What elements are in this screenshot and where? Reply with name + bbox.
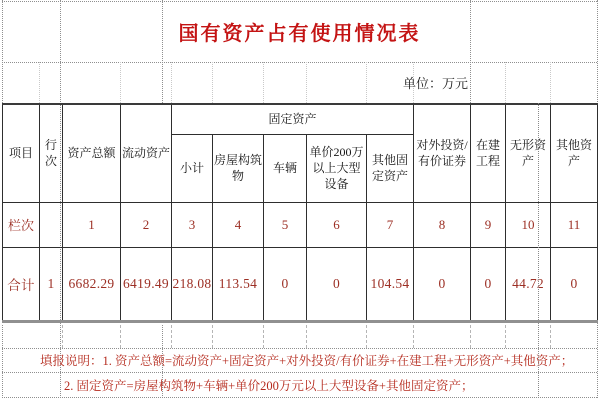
header-row-no: 行次 xyxy=(40,104,63,202)
header-intangible-assets: 无形资产 xyxy=(506,104,551,202)
gridline xyxy=(505,325,506,348)
gridline xyxy=(470,325,471,348)
total-cell-construction: 0 xyxy=(471,247,506,321)
gridline xyxy=(306,325,307,348)
total-cell-total-assets: 6682.29 xyxy=(63,247,121,321)
header-other-assets: 其他资产 xyxy=(551,104,598,202)
total-cell-large-equipment: 0 xyxy=(307,247,367,321)
total-cell-external-investment: 0 xyxy=(414,247,471,321)
column-index-cell: 1 xyxy=(63,202,121,247)
column-index-cell: 6 xyxy=(307,202,367,247)
gridline xyxy=(62,325,63,348)
column-index-cell: 8 xyxy=(414,202,471,247)
column-index-cell: 10 xyxy=(506,202,551,247)
column-index-cell: 3 xyxy=(172,202,213,247)
header-fixed-assets-group: 固定资产 xyxy=(172,104,414,134)
header-total-assets: 资产总额 xyxy=(63,104,121,202)
gridline xyxy=(366,325,367,348)
column-index-cell: 11 xyxy=(551,202,598,247)
column-index-cell: 9 xyxy=(471,202,506,247)
total-cell-subtotal: 218.08 xyxy=(172,247,213,321)
asset-table xyxy=(2,103,598,323)
gridline xyxy=(505,62,506,103)
unit-label: 单位：万元 xyxy=(402,76,468,91)
total-cell-other-fixed: 104.54 xyxy=(367,247,414,321)
total-cell-buildings: 113.54 xyxy=(213,247,264,321)
header-construction-in-progress: 在建工程 xyxy=(471,104,506,202)
column-index-cell: 7 xyxy=(367,202,414,247)
column-index-row xyxy=(3,202,598,247)
unit-row xyxy=(2,62,468,103)
header-other-fixed-assets: 其他固定资产 xyxy=(367,134,414,202)
total-cell-vehicles: 0 xyxy=(264,247,307,321)
header-current-assets: 流动资产 xyxy=(121,104,172,202)
gridline xyxy=(2,397,597,398)
header-subtotal: 小计 xyxy=(172,134,213,202)
page-title: 国有资产占有使用情况表 xyxy=(178,22,421,45)
total-cell-current-assets: 6419.49 xyxy=(121,247,172,321)
total-row xyxy=(3,247,598,321)
header-buildings: 房屋构筑物 xyxy=(213,134,264,202)
column-index-label: 栏次 xyxy=(3,202,40,247)
column-index-cell: 5 xyxy=(264,202,307,247)
header-row-group xyxy=(3,104,598,134)
total-cell-intangible: 44.72 xyxy=(506,247,551,321)
filing-note-line-1 xyxy=(0,348,600,372)
total-row-label: 合计 xyxy=(3,247,40,321)
gridline xyxy=(550,62,551,103)
filing-note-text-2: 2. 固定资产=房屋构筑物+车辆+单价200万元以上大型设备+其他固定资产； xyxy=(64,378,474,393)
gridline xyxy=(263,325,264,348)
gridline xyxy=(212,325,213,348)
gridline xyxy=(120,325,121,348)
filing-note-text-1: 填报说明：1. 资产总额=流动资产+固定资产+对外投资/有价证券+在建工程+无形资产+其他资产； xyxy=(40,354,574,368)
header-large-equipment: 单价200万以上大型设备 xyxy=(307,134,367,202)
title-row xyxy=(2,2,597,60)
header-external-investment: 对外投资/有价证券 xyxy=(414,104,471,202)
column-index-cell: 4 xyxy=(213,202,264,247)
column-index-rowno xyxy=(40,202,63,247)
total-cell-other-assets: 0 xyxy=(551,247,598,321)
column-index-cell: 2 xyxy=(121,202,172,247)
header-item: 项目 xyxy=(3,104,40,202)
total-row-no: 1 xyxy=(40,247,63,321)
filing-note-line-2 xyxy=(0,372,600,397)
header-vehicles: 车辆 xyxy=(264,134,307,202)
gridline xyxy=(413,325,414,348)
gridline xyxy=(171,325,172,348)
gridline xyxy=(550,325,551,348)
